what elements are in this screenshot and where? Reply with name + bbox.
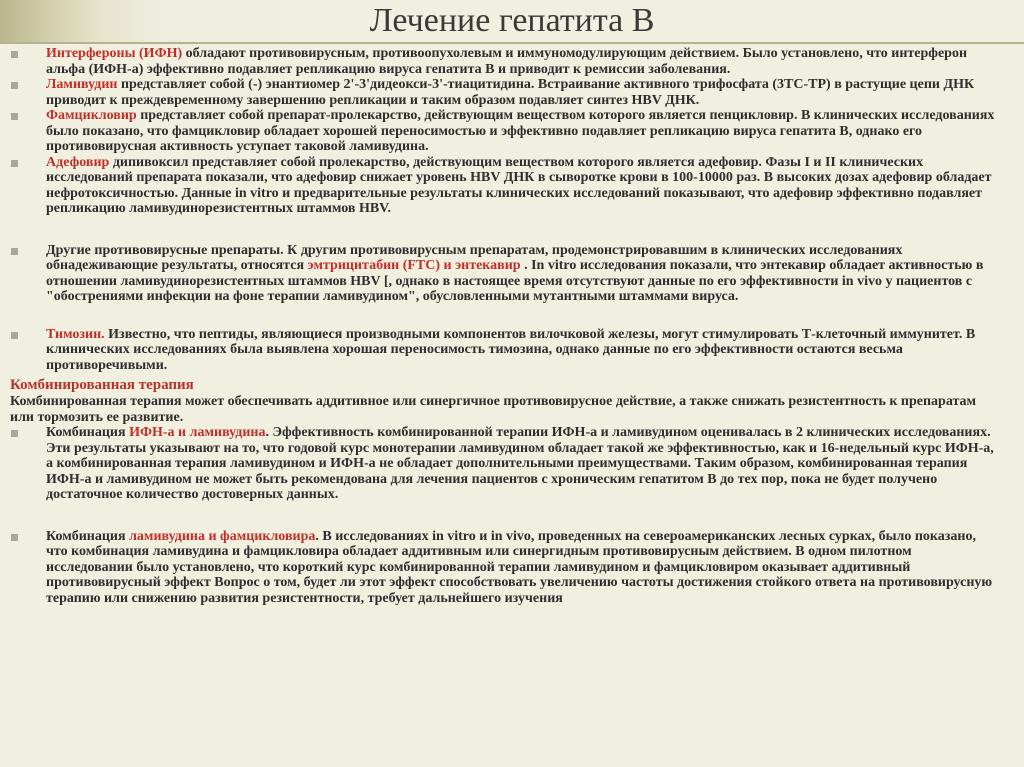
title-divider xyxy=(0,42,1024,44)
drug-description: Известно, что пептиды, являющиеся производными компонентов вилочковой железы, могут стимулировать Т-клеточный иммунитет. В клинических исследованиях была выявлена хорошая переносимость тимозина, однако данные по его эффективности остаются весьма противоречивыми. xyxy=(46,326,976,373)
paragraph-text: . В исследованиях in vitro и in vivo, проведенных на североамериканских лесных сурках, было показано, что комбинация ламивудина и фамцикловира обладает аддитивным или синергидным противовирусным действием. В одном пилотном исследовании было установлено, что короткий курс комбинированной терапии ламивудином и фамцикловиром оказывает аддитивный противовирусный эффект Вопрос о том, будет ли этот эффект способствовать увеличению частоты достижения стойкого ответа на противовирусную терапию или снижению развития резистентности, требует дальнейшего изучения xyxy=(46,528,993,606)
drug-name: ИФН-а и ламивудина xyxy=(129,425,266,440)
square-bullet-icon xyxy=(11,51,18,58)
square-bullet-icon xyxy=(11,113,18,120)
drug-description: дипивоксил представляет собой пролекарство, действующим веществом которого является адефовир. Фазы I и II клинических исследований препарата показали, что адефовир снижает уровень HBV ДНК в сыворотке крови в 100-10000 раз. В высоких дозах адефовир обладает нефротоксичностью. Данные in vitro и предварительные результаты клинических исследований показывают, что адефовир эффективно подавляет репликацию ламивудинорезистентных штаммов HBV. xyxy=(46,154,992,216)
paragraph-text: Другие противовирусные препараты. К другим противовирусным препаратам, продемонстрировавшим в клинических исследованиях обнадеживающие результаты, относятся xyxy=(46,242,903,273)
list-item-combo-ifn-lamivudine xyxy=(0,425,1024,503)
drug-name: Тимозин. xyxy=(46,326,105,342)
slide-content xyxy=(0,46,1024,606)
page-title: Лечение гепатита В xyxy=(369,2,655,39)
combination-intro: Комбинированная терапия может обеспечивать аддитивное или синергичное противовирусное действие, а также снижать резистентность к препаратам или тормозить ее развитие. xyxy=(10,394,977,425)
list-item-lamivudine xyxy=(0,77,1024,108)
drug-name: эмтрицитабин (FTC) и энтекавир xyxy=(307,258,521,273)
paragraph-text: . Эффективность комбинированной терапии ИФН-а и ламивудином оценивалась в 2 клинических исследованиях. Эти результаты указывают на то, что годовой курс монотерапии ламивудином обладает такой же эффективностью, как и 16-недельный курс ИФН-а, а комбинированная терапия ламивудином и ИФН-а не обладает дополнительными преимуществами. Таким образом, комбинированная терапия ИФН-а и ламивудином не может быть рекомендована для лечения пациентов с хроническим гепатитом В до тех пор, пока не будет получено достаточное количество достоверных данных. xyxy=(46,425,994,502)
list-item-famciclovir xyxy=(0,108,1024,155)
drug-name: Адефовир xyxy=(46,154,110,170)
drug-name: Фамцикловир xyxy=(46,108,137,123)
list-item-thymosin xyxy=(0,327,1024,374)
list-item-adefovir xyxy=(0,155,1024,217)
drug-name: Интерфероны (ИФН) xyxy=(46,46,183,61)
section-heading-combination: Комбинированная терапия xyxy=(10,377,194,393)
square-bullet-icon xyxy=(11,430,18,437)
drug-description: представляет собой (-) энантиомер 2'-3'дидеокси-3'-тиацитидина. Встраивание активного трифосфата (3ТС-ТР) в растущие цепи ДНК приводит к преждевременному завершению репликации и таким образом подавляет синтез HBV ДНК. xyxy=(46,77,975,108)
drug-description: обладают противовирусным, противоопухолевым и иммуномодулирующим действием. Было установлено, что интерферон альфа (ИФН-а) эффективно подавляет репликацию вируса гепатита В и приводит к ремиссии заболевания. xyxy=(46,46,968,77)
paragraph-text: Комбинация xyxy=(46,528,130,544)
list-item-combo-lamivudine-famciclovir xyxy=(0,529,1024,607)
square-bullet-icon xyxy=(11,534,18,541)
paragraph-text: . In vitro исследования показали, что энтекавир обладает активностью в отношении ламивудинорезистентных штаммов HBV [, однако в настоящее время отсутствуют данные по его эффективности in vivo у пациентов с "обострениями инфекции на фоне терапии ламивудином", обусловленными мутантными штаммами вируса. xyxy=(46,258,984,304)
square-bullet-icon xyxy=(11,248,18,255)
drug-description: представляет собой препарат-пролекарство, действующим веществом которого является пенцикловир. В клинических исследованиях было показано, что фамцикловир обладает хорошей переносимостью и эффективно подавляет репликацию вируса гепатита В, однако его противовирусная активность уступает таковой ламивудина. xyxy=(46,108,995,154)
drug-name: ламивудина и фамцикловира xyxy=(129,528,316,544)
list-item-interferon xyxy=(0,46,1024,77)
square-bullet-icon xyxy=(11,160,18,167)
list-item-other-antivirals xyxy=(0,243,1024,305)
square-bullet-icon xyxy=(11,82,18,89)
square-bullet-icon xyxy=(11,332,18,339)
paragraph-text: Комбинация xyxy=(46,425,130,440)
drug-name: Ламивудин xyxy=(46,77,118,92)
